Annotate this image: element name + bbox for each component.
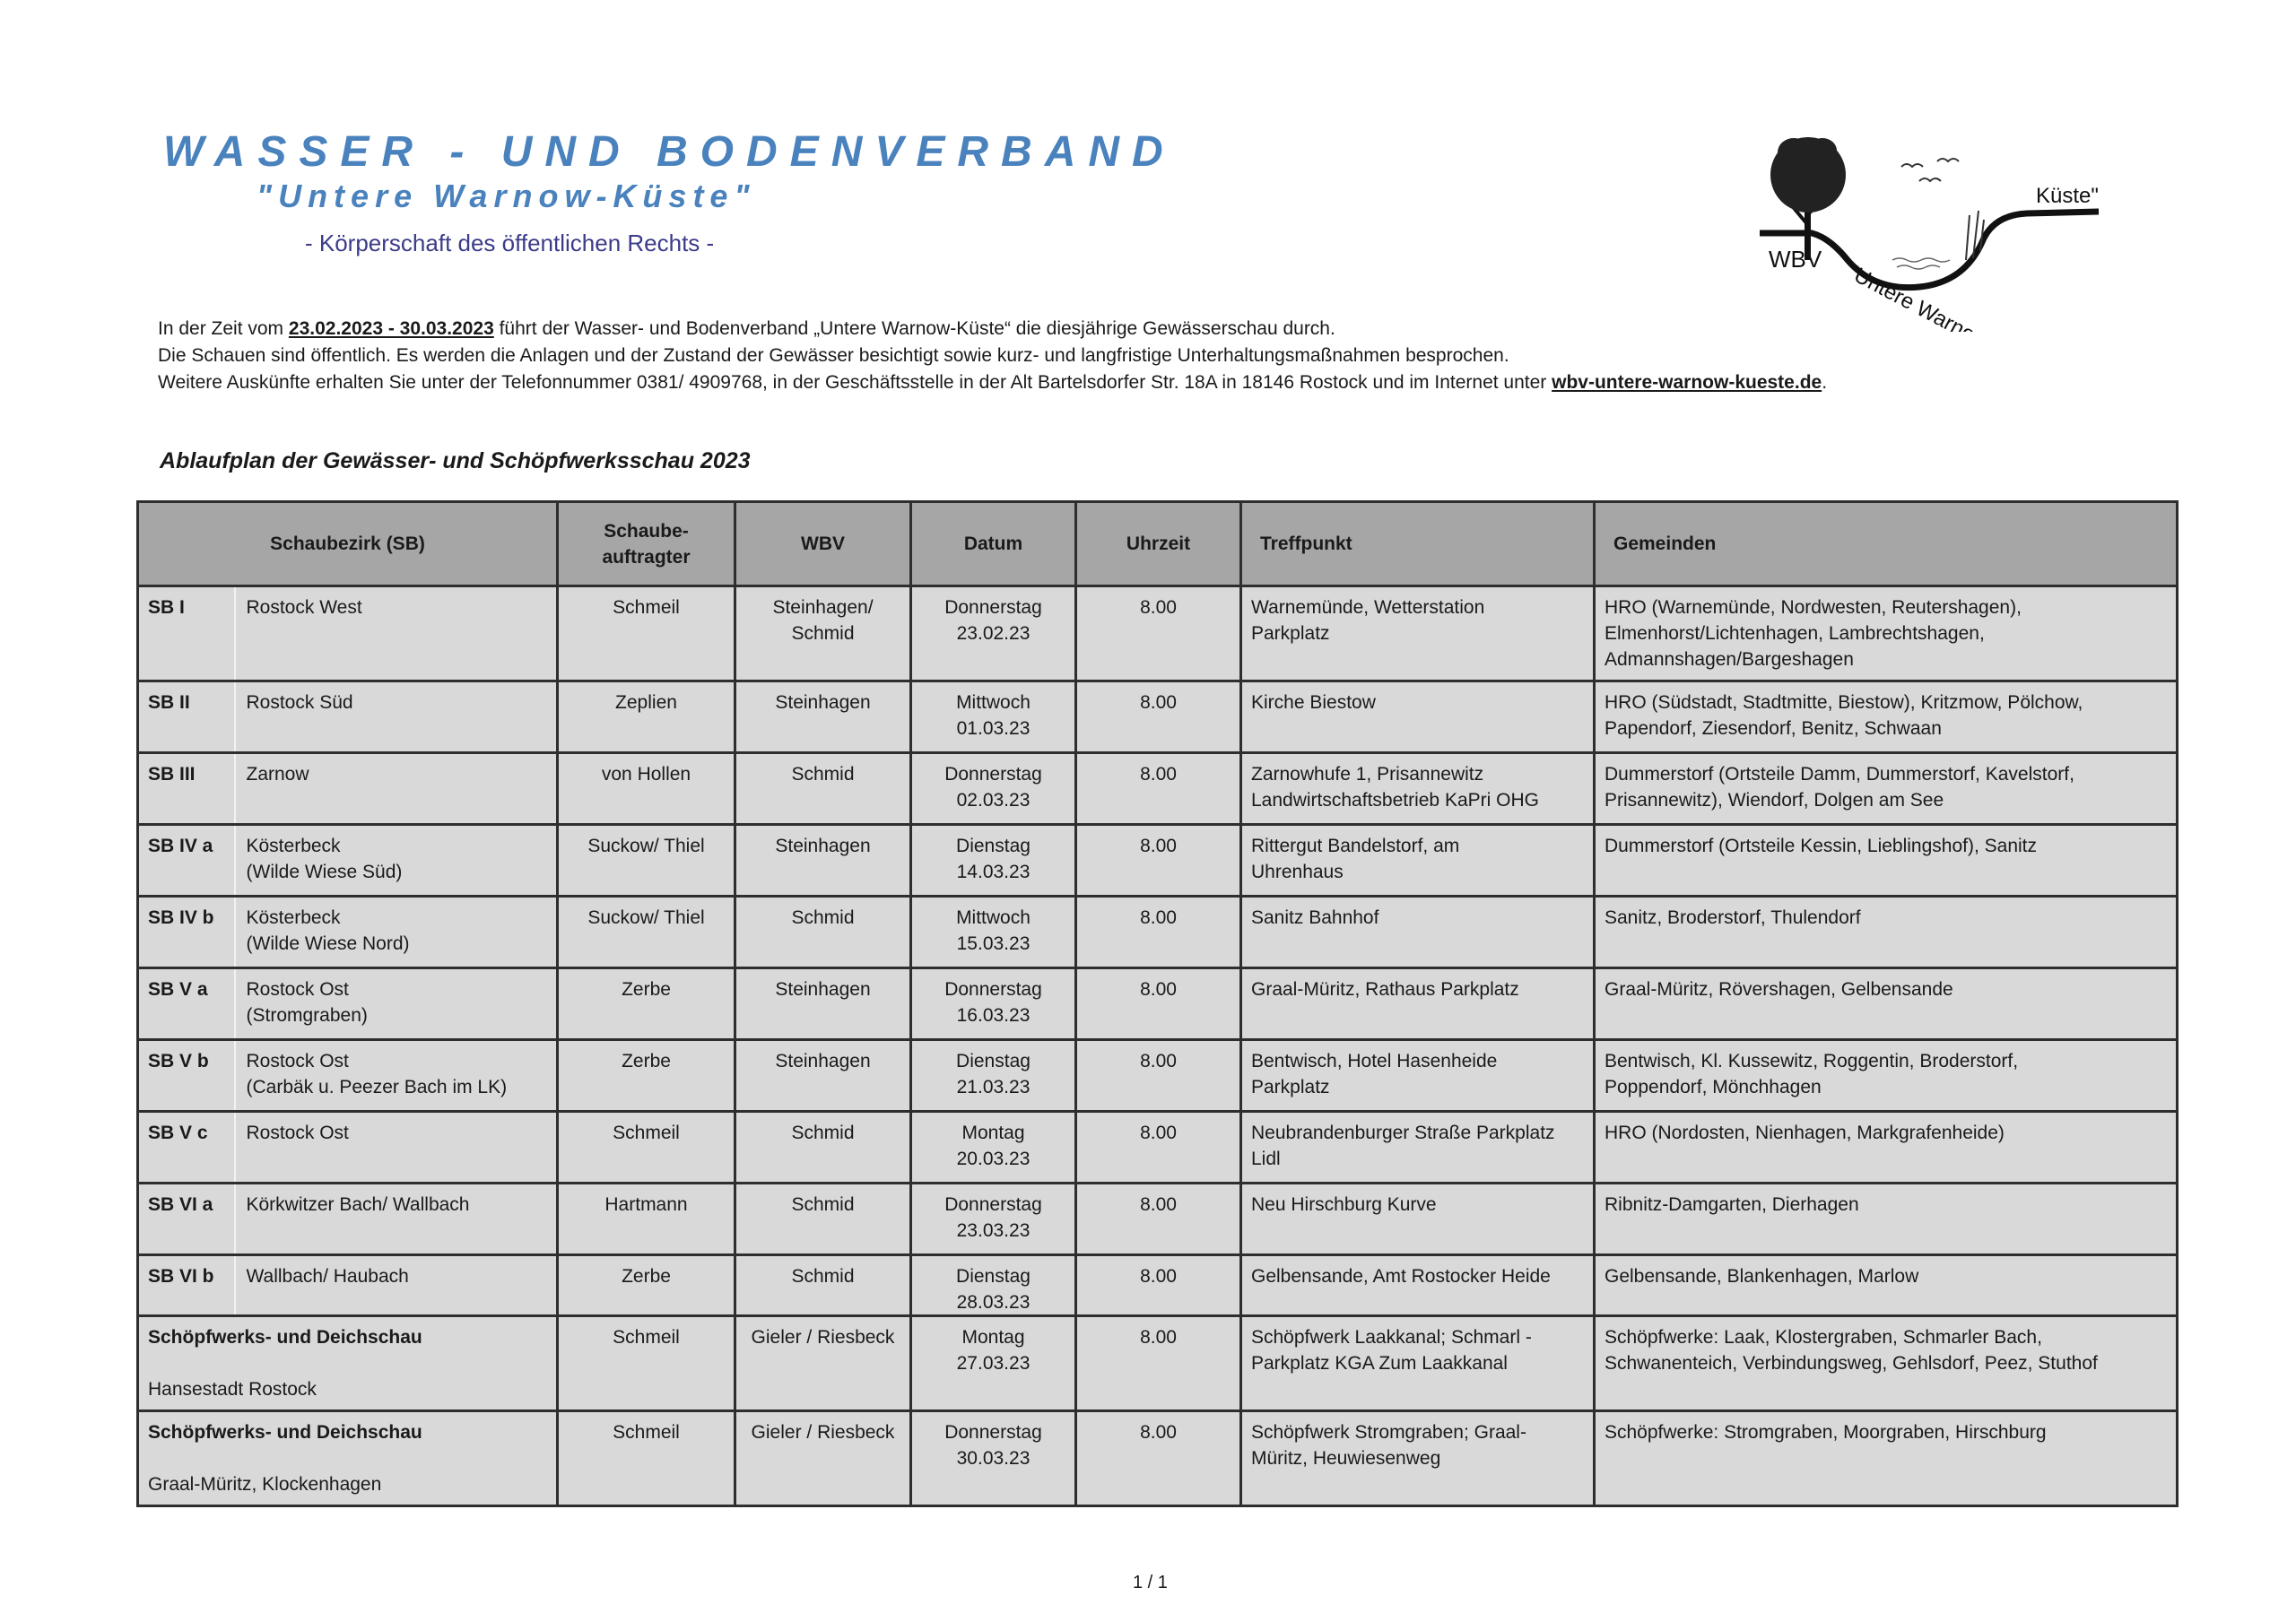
website-link[interactable]: wbv-untere-warnow-kueste.de bbox=[1552, 372, 1822, 393]
cell-gemeinden-line-1: Schöpfwerke: Stromgraben, Moorgraben, Hirschburg bbox=[1605, 1422, 2047, 1443]
cell-sb-name bbox=[235, 1112, 558, 1184]
cell-treffpunkt-line-2: Landwirtschaftsbetrieb KaPri OHG bbox=[1251, 790, 1539, 811]
cell-auftragter-line-1: Zerbe bbox=[622, 1051, 671, 1071]
header-subtitle: "Untere Warnow-Küste" bbox=[257, 178, 756, 214]
cell-sb-name-line-1: Rostock Süd bbox=[246, 692, 353, 713]
cell-uhrzeit-line-1: 8.00 bbox=[1140, 907, 1177, 928]
cell-wbv bbox=[735, 586, 911, 681]
cell-sb-name bbox=[235, 825, 558, 897]
table-row bbox=[138, 586, 2178, 681]
cell-treffpunkt bbox=[1241, 1316, 1595, 1411]
cell-auftragter bbox=[558, 586, 735, 681]
cell-sb-name-line-2: (Stromgraben) bbox=[246, 1005, 368, 1026]
table-row bbox=[138, 825, 2178, 897]
cell-gemeinden-line-2: Papendorf, Ziesendorf, Benitz, Schwaan bbox=[1605, 718, 1942, 739]
cell-gemeinden-line-1: HRO (Nordosten, Nienhagen, Markgrafenheide) bbox=[1605, 1123, 2005, 1143]
cell-sb-name-line-1: Kösterbeck bbox=[246, 836, 341, 856]
intro-dates: 23.02.2023 - 30.03.2023 bbox=[288, 318, 494, 339]
cell-wbv-line-1: Steinhagen bbox=[775, 1051, 871, 1071]
cell-gemeinden-line-2: Poppendorf, Mönchhagen bbox=[1605, 1077, 1822, 1097]
cell-datum bbox=[911, 753, 1076, 825]
cell-sb-code-line-1: SB VI b bbox=[148, 1266, 214, 1287]
cell-sb-name bbox=[235, 968, 558, 1040]
cell-datum-line-2: 14.03.23 bbox=[956, 862, 1031, 882]
cell-treffpunkt-line-2: Uhrenhaus bbox=[1251, 862, 1344, 882]
schedule-table bbox=[136, 500, 2179, 1328]
cell-datum-line-2: 21.03.23 bbox=[956, 1077, 1031, 1097]
intro-text bbox=[158, 316, 1827, 396]
table-header-row bbox=[138, 502, 2178, 586]
cell-datum-line-2: 01.03.23 bbox=[956, 718, 1031, 739]
schoepfwerk-table bbox=[136, 1314, 2179, 1507]
cell-gemeinden-line-3: Admannshagen/Bargeshagen bbox=[1605, 649, 1854, 670]
cell-uhrzeit-line-1: 8.00 bbox=[1140, 979, 1177, 1000]
cell-treffpunkt-line-1: Sanitz Bahnhof bbox=[1251, 907, 1379, 928]
cell-gemeinden bbox=[1595, 1112, 2178, 1184]
cell-treffpunkt-line-1: Neubrandenburger Straße Parkplatz bbox=[1251, 1123, 1555, 1143]
cell-datum-line-1: Mittwoch bbox=[956, 907, 1031, 928]
cell-sb-name-line-2: (Carbäk u. Peezer Bach im LK) bbox=[246, 1077, 508, 1097]
cell-sb-name bbox=[235, 681, 558, 753]
cell-auftragter bbox=[558, 753, 735, 825]
cell-treffpunkt bbox=[1241, 1040, 1595, 1112]
cell-wbv bbox=[735, 1184, 911, 1255]
cell-auftragter bbox=[558, 825, 735, 897]
cell-gemeinden-line-1: HRO (Südstadt, Stadtmitte, Biestow), Kritzmow, Pölchow, bbox=[1605, 692, 2083, 713]
header-uhrzeit: Uhrzeit bbox=[1076, 502, 1241, 586]
cell-wbv-line-2: Schmid bbox=[791, 623, 855, 644]
cell-gemeinden-line-1: Sanitz, Broderstorf, Thulendorf bbox=[1605, 907, 1861, 928]
cell-sb-name-line-1: Rostock Ost bbox=[246, 979, 349, 1000]
cell-auftragter bbox=[558, 1040, 735, 1112]
cell-sb-code bbox=[138, 1112, 235, 1184]
cell-treffpunkt bbox=[1241, 1411, 1595, 1506]
tree-icon bbox=[1770, 137, 1846, 260]
cell-datum-line-2: 28.03.23 bbox=[956, 1292, 1031, 1313]
cell-gemeinden-line-1: Dummerstorf (Ortsteile Kessin, Lieblingshof), Sanitz bbox=[1605, 836, 2038, 856]
intro-line-1-post: führt der Wasser- und Bodenverband „Untere Warnow-Küste“ die diesjährige Gewässerschau durch. bbox=[493, 318, 1335, 339]
cell-treffpunkt-line-1: Neu Hirschburg Kurve bbox=[1251, 1194, 1437, 1215]
intro-line-2: Die Schauen sind öffentlich. Es werden die Anlagen und der Zustand der Gewässer besichtigt sowie kurz- und langfristige Unterhaltungsmaßnahmen besprochen. bbox=[158, 345, 1509, 366]
cell-sb-code-line-1: SB IV a bbox=[148, 836, 213, 856]
cell-datum bbox=[911, 968, 1076, 1040]
cell-uhrzeit bbox=[1076, 968, 1241, 1040]
cell-gemeinden bbox=[1595, 681, 2178, 753]
logo-abbrev: WBV bbox=[1769, 246, 1822, 273]
cell-treffpunkt-line-2: Parkplatz bbox=[1251, 623, 1330, 644]
cell-sb-name-line-1: Wallbach/ Haubach bbox=[246, 1266, 409, 1287]
cell-datum bbox=[911, 1040, 1076, 1112]
table-row bbox=[138, 897, 2178, 968]
cell-datum bbox=[911, 681, 1076, 753]
cell-gemeinden-line-2: Prisannewitz), Wiendorf, Dolgen am See bbox=[1605, 790, 1944, 811]
header-auftragter-line-1: Schaube- bbox=[604, 520, 689, 542]
cell-wbv-line-1: Steinhagen bbox=[775, 979, 871, 1000]
cell-gemeinden bbox=[1595, 1040, 2178, 1112]
cell-datum-line-1: Donnerstag bbox=[944, 979, 1042, 1000]
cell-uhrzeit-line-1: 8.00 bbox=[1140, 1194, 1177, 1215]
cell-datum-line-1: Donnerstag bbox=[944, 764, 1042, 785]
cell-sb-name-line-1: Körkwitzer Bach/ Wallbach bbox=[246, 1194, 470, 1215]
page-number: 1 / 1 bbox=[1133, 1573, 1168, 1592]
cell-wbv-line-1: Schmid bbox=[791, 764, 855, 785]
cell-treffpunkt-line-1: Bentwisch, Hotel Hasenheide bbox=[1251, 1051, 1498, 1071]
cell-wbv bbox=[735, 968, 911, 1040]
cell-schau-title bbox=[138, 1316, 558, 1411]
cell-wbv-line-1: Schmid bbox=[791, 1123, 855, 1143]
table-row bbox=[138, 1040, 2178, 1112]
cell-sb-name-line-2: (Wilde Wiese Nord) bbox=[246, 933, 410, 954]
header-gemeinden: Gemeinden bbox=[1595, 502, 2178, 586]
cell-sb-code-line-1: SB II bbox=[148, 692, 190, 713]
cell-auftragter-line-1: Zerbe bbox=[622, 1266, 671, 1287]
cell-gemeinden-line-2: Elmenhorst/Lichtenhagen, Lambrechtshagen, bbox=[1605, 623, 1985, 644]
table-row bbox=[138, 753, 2178, 825]
cell-sb-name-line-1: Rostock Ost bbox=[246, 1123, 349, 1143]
cell-sb-code bbox=[138, 968, 235, 1040]
cell-uhrzeit bbox=[1076, 1411, 1241, 1506]
cell-schau-title-line-1: Schöpfwerks- und Deichschau bbox=[148, 1422, 422, 1443]
header-auftragter-line-2: auftragter bbox=[602, 546, 691, 568]
cell-gemeinden bbox=[1595, 753, 2178, 825]
cell-datum-line-1: Dienstag bbox=[956, 836, 1031, 856]
cell-auftragter bbox=[558, 897, 735, 968]
cell-uhrzeit-line-1: 8.00 bbox=[1140, 836, 1177, 856]
logo-arc-text-end: Küste" bbox=[2036, 184, 2099, 208]
cell-treffpunkt-line-1: Rittergut Bandelstorf, am bbox=[1251, 836, 1460, 856]
header-schaubezirk: Schaubezirk (SB) bbox=[138, 502, 558, 586]
cell-wbv-line-1: Schmid bbox=[791, 1266, 855, 1287]
cell-uhrzeit bbox=[1076, 1040, 1241, 1112]
cell-auftragter-line-1: Suckow/ Thiel bbox=[587, 907, 705, 928]
cell-sb-name bbox=[235, 1040, 558, 1112]
cell-sb-code-line-1: SB V a bbox=[148, 979, 208, 1000]
cell-treffpunkt bbox=[1241, 968, 1595, 1040]
water-icon bbox=[1892, 258, 1950, 269]
cell-auftragter-line-1: Schmeil bbox=[613, 1422, 680, 1443]
cell-gemeinden-line-2: Schwanenteich, Verbindungsweg, Gehlsdorf, Peez, Stuthof bbox=[1605, 1353, 2098, 1374]
cell-sb-name-line-1: Kösterbeck bbox=[246, 907, 341, 928]
cell-gemeinden bbox=[1595, 897, 2178, 968]
logo-arc-text: "Untere Warnow - bbox=[1843, 259, 2005, 332]
cell-treffpunkt-line-1: Gelbensande, Amt Rostocker Heide bbox=[1251, 1266, 1551, 1287]
header-datum: Datum bbox=[911, 502, 1076, 586]
cell-treffpunkt-line-1: Graal-Müritz, Rathaus Parkplatz bbox=[1251, 979, 1519, 1000]
cell-sb-code bbox=[138, 681, 235, 753]
intro-line-3-post: . bbox=[1822, 372, 1828, 393]
cell-treffpunkt bbox=[1241, 753, 1595, 825]
cell-sb-code-line-1: SB IV b bbox=[148, 907, 214, 928]
cell-treffpunkt bbox=[1241, 586, 1595, 681]
cell-datum-line-1: Donnerstag bbox=[944, 1422, 1042, 1443]
cell-treffpunkt-line-1: Schöpfwerk Stromgraben; Graal- bbox=[1251, 1422, 1526, 1443]
cell-datum bbox=[911, 1184, 1076, 1255]
cell-sb-name-line-2: (Wilde Wiese Süd) bbox=[246, 862, 403, 882]
cell-treffpunkt-line-1: Kirche Biestow bbox=[1251, 692, 1376, 713]
cell-schau-title bbox=[138, 1411, 558, 1506]
cell-auftragter-line-1: Schmeil bbox=[613, 1327, 680, 1348]
cell-treffpunkt-line-2: Parkplatz bbox=[1251, 1077, 1330, 1097]
cell-sb-name-line-1: Rostock Ost bbox=[246, 1051, 349, 1071]
cell-datum-line-1: Donnerstag bbox=[944, 1194, 1042, 1215]
cell-sb-name-line-1: Rostock West bbox=[246, 597, 362, 618]
header-title: WASSER - UND BODENVERBAND bbox=[163, 128, 1176, 176]
cell-datum-line-1: Donnerstag bbox=[944, 597, 1042, 618]
cell-gemeinden bbox=[1595, 586, 2178, 681]
cell-uhrzeit-line-1: 8.00 bbox=[1140, 692, 1177, 713]
cell-auftragter bbox=[558, 968, 735, 1040]
cell-datum-line-1: Mittwoch bbox=[956, 692, 1031, 713]
cell-wbv-line-1: Schmid bbox=[791, 1194, 855, 1215]
cell-wbv-line-1: Steinhagen bbox=[775, 836, 871, 856]
bird-icons bbox=[1901, 159, 1959, 181]
cell-uhrzeit-line-1: 8.00 bbox=[1140, 1123, 1177, 1143]
intro-line-1 bbox=[158, 316, 1827, 343]
table-row bbox=[138, 1184, 2178, 1255]
intro-line-3 bbox=[158, 369, 1827, 396]
cell-treffpunkt-line-2: Müritz, Heuwiesenweg bbox=[1251, 1448, 1441, 1469]
cell-uhrzeit-line-1: 8.00 bbox=[1140, 1051, 1177, 1071]
cell-wbv-line-1: Steinhagen bbox=[775, 692, 871, 713]
cell-sb-name bbox=[235, 897, 558, 968]
plan-title: Ablaufplan der Gewässer- und Schöpfwerksschau 2023 bbox=[160, 448, 751, 473]
table-row bbox=[138, 1411, 2178, 1506]
cell-sb-code-line-1: SB VI a bbox=[148, 1194, 213, 1215]
cell-datum-line-1: Dienstag bbox=[956, 1266, 1031, 1287]
cell-treffpunkt bbox=[1241, 897, 1595, 968]
cell-datum-line-2: 02.03.23 bbox=[956, 790, 1031, 811]
cell-gemeinden-line-1: Schöpfwerke: Laak, Klostergraben, Schmarler Bach, bbox=[1605, 1327, 2042, 1348]
cell-datum-line-2: 23.02.23 bbox=[956, 623, 1031, 644]
cell-datum-line-1: Dienstag bbox=[956, 1051, 1031, 1071]
cell-wbv bbox=[735, 1411, 911, 1506]
cell-treffpunkt bbox=[1241, 1112, 1595, 1184]
cell-auftragter bbox=[558, 1411, 735, 1506]
cell-datum-line-1: Montag bbox=[961, 1123, 1025, 1143]
cell-schau-title-line-1: Schöpfwerks- und Deichschau bbox=[148, 1327, 422, 1348]
cell-auftragter-line-1: Suckow/ Thiel bbox=[587, 836, 705, 856]
cell-uhrzeit bbox=[1076, 586, 1241, 681]
cell-auftragter-line-1: Zeplien bbox=[615, 692, 677, 713]
cell-uhrzeit bbox=[1076, 1184, 1241, 1255]
cell-datum-line-2: 23.03.23 bbox=[956, 1220, 1031, 1241]
cell-auftragter bbox=[558, 681, 735, 753]
cell-gemeinden bbox=[1595, 825, 2178, 897]
cell-sb-code-line-1: SB V c bbox=[148, 1123, 208, 1143]
cell-wbv bbox=[735, 1316, 911, 1411]
cell-auftragter-line-1: Zerbe bbox=[622, 979, 671, 1000]
cell-auftragter-line-1: Schmeil bbox=[613, 1123, 680, 1143]
cell-wbv-line-1: Gieler / Riesbeck bbox=[751, 1327, 895, 1348]
cell-datum bbox=[911, 1316, 1076, 1411]
cell-sb-code bbox=[138, 586, 235, 681]
table-row bbox=[138, 681, 2178, 753]
cell-sb-code-line-1: SB III bbox=[148, 764, 196, 785]
cell-schau-title-line-2: Hansestadt Rostock bbox=[148, 1379, 317, 1400]
cell-uhrzeit-line-1: 8.00 bbox=[1140, 1266, 1177, 1287]
cell-gemeinden-line-1: Gelbensande, Blankenhagen, Marlow bbox=[1605, 1266, 1919, 1287]
cell-wbv bbox=[735, 1040, 911, 1112]
cell-wbv-line-1: Schmid bbox=[791, 907, 855, 928]
cell-uhrzeit bbox=[1076, 897, 1241, 968]
cell-datum-line-2: 15.03.23 bbox=[956, 933, 1031, 954]
cell-gemeinden bbox=[1595, 968, 2178, 1040]
cell-treffpunkt bbox=[1241, 825, 1595, 897]
cell-treffpunkt-line-1: Schöpfwerk Laakkanal; Schmarl - bbox=[1251, 1327, 1532, 1348]
cell-wbv-line-1: Steinhagen/ bbox=[772, 597, 874, 618]
cell-datum bbox=[911, 897, 1076, 968]
cell-wbv-line-1: Gieler / Riesbeck bbox=[751, 1422, 895, 1443]
cell-treffpunkt-line-2: Lidl bbox=[1251, 1149, 1281, 1169]
intro-line-1-pre: In der Zeit vom bbox=[158, 318, 289, 339]
header-wbv: WBV bbox=[735, 502, 911, 586]
header-auftragter bbox=[558, 502, 735, 586]
cell-gemeinden-line-1: Bentwisch, Kl. Kussewitz, Roggentin, Broderstorf, bbox=[1605, 1051, 2019, 1071]
cell-gemeinden-line-1: Graal-Müritz, Rövershagen, Gelbensande bbox=[1605, 979, 1953, 1000]
table-row bbox=[138, 1112, 2178, 1184]
cell-treffpunkt-line-1: Zarnowhufe 1, Prisannewitz bbox=[1251, 764, 1484, 785]
cell-gemeinden bbox=[1595, 1316, 2178, 1411]
cell-uhrzeit-line-1: 8.00 bbox=[1140, 1422, 1177, 1443]
cell-schau-title-line-2: Graal-Müritz, Klockenhagen bbox=[148, 1474, 382, 1495]
cell-wbv bbox=[735, 825, 911, 897]
cell-sb-code bbox=[138, 897, 235, 968]
cell-sb-name bbox=[235, 753, 558, 825]
cell-uhrzeit-line-1: 8.00 bbox=[1140, 1327, 1177, 1348]
cell-gemeinden bbox=[1595, 1184, 2178, 1255]
cell-sb-code-line-1: SB V b bbox=[148, 1051, 209, 1071]
cell-auftragter-line-1: Hartmann bbox=[604, 1194, 688, 1215]
header-legal-form: - Körperschaft des öffentlichen Rechts - bbox=[305, 230, 715, 256]
cell-uhrzeit-line-1: 8.00 bbox=[1140, 597, 1177, 618]
intro-line-3-pre: Weitere Auskünfte erhalten Sie unter der Telefonnummer 0381/ 4909768, in der Geschäftsstelle in der Alt Bartelsdorfer Str. 18A in 18146 Rostock und im Internet unter bbox=[158, 372, 1552, 393]
cell-wbv bbox=[735, 897, 911, 968]
cell-sb-name-line-1: Zarnow bbox=[246, 764, 309, 785]
cell-auftragter bbox=[558, 1184, 735, 1255]
cell-sb-name bbox=[235, 586, 558, 681]
cell-gemeinden-line-1: Dummerstorf (Ortsteile Damm, Dummerstorf, Kavelstorf, bbox=[1605, 764, 2074, 785]
cell-treffpunkt bbox=[1241, 681, 1595, 753]
cell-datum-line-2: 16.03.23 bbox=[956, 1005, 1031, 1026]
wbv-logo bbox=[1758, 126, 2117, 332]
cell-sb-code bbox=[138, 825, 235, 897]
cell-datum bbox=[911, 1411, 1076, 1506]
cell-uhrzeit-line-1: 8.00 bbox=[1140, 764, 1177, 785]
cell-uhrzeit bbox=[1076, 825, 1241, 897]
cell-treffpunkt-line-1: Warnemünde, Wetterstation bbox=[1251, 597, 1485, 618]
cell-wbv bbox=[735, 753, 911, 825]
cell-uhrzeit bbox=[1076, 753, 1241, 825]
cell-uhrzeit bbox=[1076, 1112, 1241, 1184]
table-row bbox=[138, 968, 2178, 1040]
cell-gemeinden bbox=[1595, 1411, 2178, 1506]
cell-datum-line-1: Montag bbox=[961, 1327, 1025, 1348]
cell-sb-code bbox=[138, 1184, 235, 1255]
cell-gemeinden-line-1: HRO (Warnemünde, Nordwesten, Reutershagen), bbox=[1605, 597, 2022, 618]
cell-auftragter bbox=[558, 1112, 735, 1184]
cell-datum bbox=[911, 825, 1076, 897]
cell-auftragter-line-1: Schmeil bbox=[613, 597, 680, 618]
cell-datum-line-2: 27.03.23 bbox=[956, 1353, 1031, 1374]
cell-sb-code bbox=[138, 753, 235, 825]
cell-sb-code bbox=[138, 1040, 235, 1112]
header-treffpunkt: Treffpunkt bbox=[1241, 502, 1595, 586]
cell-uhrzeit bbox=[1076, 681, 1241, 753]
cell-datum-line-2: 20.03.23 bbox=[956, 1149, 1031, 1169]
cell-wbv bbox=[735, 681, 911, 753]
table-row bbox=[138, 1316, 2178, 1411]
cell-datum bbox=[911, 586, 1076, 681]
cell-datum bbox=[911, 1112, 1076, 1184]
cell-datum-line-2: 30.03.23 bbox=[956, 1448, 1031, 1469]
cell-gemeinden-line-1: Ribnitz-Damgarten, Dierhagen bbox=[1605, 1194, 1859, 1215]
cell-sb-name bbox=[235, 1184, 558, 1255]
cell-treffpunkt-line-2: Parkplatz KGA Zum Laakkanal bbox=[1251, 1353, 1508, 1374]
cell-wbv bbox=[735, 1112, 911, 1184]
cell-sb-code-line-1: SB I bbox=[148, 597, 185, 618]
cell-treffpunkt bbox=[1241, 1184, 1595, 1255]
cell-auftragter-line-1: von Hollen bbox=[601, 764, 691, 785]
cell-auftragter bbox=[558, 1316, 735, 1411]
cell-uhrzeit bbox=[1076, 1316, 1241, 1411]
